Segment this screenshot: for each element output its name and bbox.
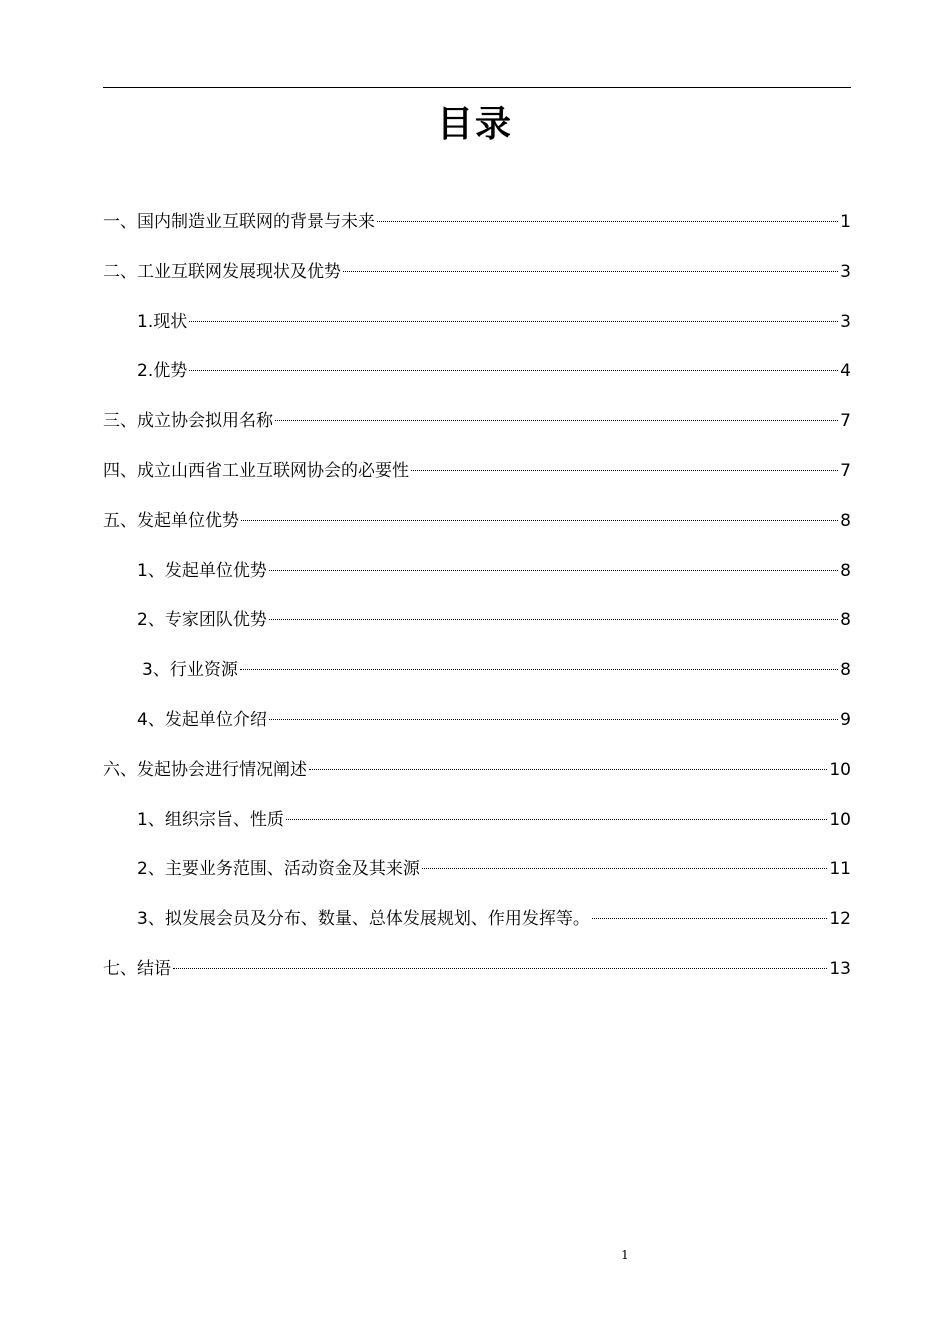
toc-entry-label: 三、成立协会拟用名称 (103, 411, 273, 432)
toc-entry-2-2[interactable] (103, 356, 851, 406)
toc-entry-2[interactable] (103, 257, 851, 307)
toc-dot-leader (173, 968, 827, 969)
toc-entry-page: 7 (840, 460, 851, 481)
toc-dot-leader (377, 221, 838, 222)
toc-entry-page: 7 (840, 411, 851, 432)
toc-entry-label: 1、组织宗旨、性质 (137, 809, 284, 830)
toc-entry-page: 11 (829, 859, 851, 880)
toc-entry-6-2[interactable] (103, 854, 851, 904)
toc-entry-6-3[interactable] (103, 904, 851, 954)
toc-entry-1[interactable] (103, 207, 851, 257)
toc-dot-leader (269, 619, 838, 620)
toc-entry-5-1[interactable] (103, 556, 851, 606)
toc-entry-label: 3、行业资源 (142, 660, 238, 681)
toc-entry-2-1[interactable] (103, 307, 851, 357)
toc-entry-label: 1.现状 (137, 311, 188, 332)
toc-dot-leader (189, 321, 838, 322)
toc-entry-label: 2、主要业务范围、活动资金及其来源 (137, 859, 420, 880)
toc-dot-leader (275, 420, 838, 421)
toc-dot-leader (269, 570, 838, 571)
toc-entry-page: 3 (840, 311, 851, 332)
toc-entry-page: 8 (840, 660, 851, 681)
toc-dot-leader (286, 819, 828, 820)
toc-entry-page: 12 (829, 909, 851, 930)
toc-entry-page: 10 (829, 809, 851, 830)
toc-dot-leader (309, 769, 827, 770)
toc-entry-page: 10 (829, 759, 851, 780)
toc-entry-label: 4、发起单位介绍 (137, 709, 267, 730)
toc-dot-leader (592, 918, 828, 919)
toc-entry-label: 2.优势 (137, 361, 188, 382)
toc-dot-leader (241, 520, 838, 521)
toc-entry-label: 五、发起单位优势 (103, 510, 239, 531)
toc-entry-label: 七、结语 (103, 958, 171, 979)
toc-entry-5-4[interactable] (103, 705, 851, 755)
toc-entry-page: 13 (829, 958, 851, 979)
toc-entry-6[interactable] (103, 755, 851, 805)
toc-entry-label: 一、国内制造业互联网的背景与未来 (103, 212, 375, 232)
toc-entry-4[interactable] (103, 456, 851, 506)
toc-entry-page: 8 (840, 610, 851, 631)
toc-entry-3[interactable] (103, 406, 851, 456)
toc-entry-page: 8 (840, 510, 851, 531)
toc-entry-page: 1 (840, 212, 851, 232)
toc-dot-leader (422, 868, 828, 869)
toc-entry-6-1[interactable] (103, 805, 851, 855)
header-rule (103, 87, 851, 88)
toc-dot-leader (343, 271, 838, 272)
toc-dot-leader (411, 470, 838, 471)
toc-entry-label: 3、拟发展会员及分布、数量、总体发展规划、作用发挥等。 (137, 909, 590, 930)
toc-entry-label: 二、工业互联网发展现状及优势 (103, 261, 341, 282)
toc-entry-5[interactable] (103, 506, 851, 556)
toc-entry-page: 3 (840, 261, 851, 282)
toc-entry-label: 六、发起协会进行情况阐述 (103, 759, 307, 780)
toc-dot-leader (189, 370, 838, 371)
toc-entry-page: 4 (840, 361, 851, 382)
toc-entry-label: 2、专家团队优势 (137, 610, 267, 631)
toc-dot-leader (240, 669, 838, 670)
table-of-contents (103, 207, 851, 1004)
toc-dot-leader (269, 719, 838, 720)
toc-entry-label: 四、成立山西省工业互联网协会的必要性 (103, 460, 409, 481)
toc-entry-page: 8 (840, 560, 851, 581)
toc-entry-label: 1、发起单位优势 (137, 560, 267, 581)
toc-entry-5-3[interactable] (103, 655, 851, 705)
toc-entry-7[interactable] (103, 954, 851, 1004)
toc-entry-5-2[interactable] (103, 605, 851, 655)
page-title: 目录 (436, 104, 513, 145)
toc-entry-page: 9 (840, 709, 851, 730)
page-number: 1 (621, 1248, 629, 1262)
